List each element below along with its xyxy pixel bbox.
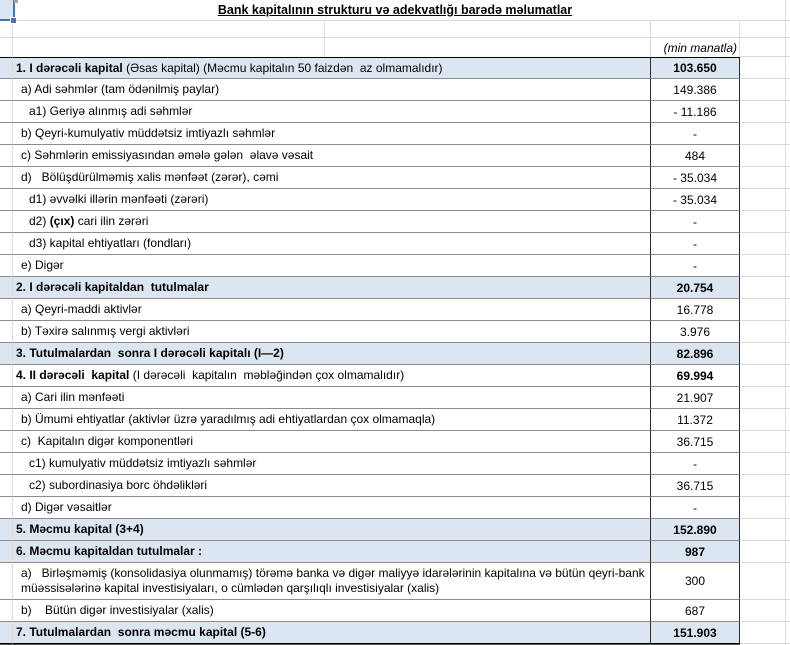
- row-margin-cell: [0, 299, 13, 321]
- row-6a-capital-investments-value-cell[interactable]: [651, 563, 740, 600]
- row-4d-other-funds-value: -: [693, 500, 697, 515]
- row-outside-margin: [740, 563, 790, 600]
- row-1d-retained-earnings-value: - 35.034: [672, 170, 718, 185]
- row-1d3-capital-reserves-value: -: [693, 236, 697, 251]
- row-margin-cell: [0, 409, 13, 431]
- row-1e-other: [0, 255, 790, 277]
- row-2-tier1-deductions-value-cell[interactable]: [651, 277, 740, 299]
- row-4b-general-reserves-label: b) Ümumi ehtiyatlar (aktivlər üzrə yaradılmış adi ehtiyatlardan çox olmamaqla): [21, 412, 436, 427]
- row-4d-other-funds: [0, 497, 790, 519]
- row-1b-noncumulative-preferred-shares-value-cell[interactable]: [651, 123, 740, 145]
- row-1d-retained-earnings-value-cell[interactable]: [651, 167, 740, 189]
- row-1-tier1-capital-value: 103.650: [673, 61, 717, 75]
- unit-note-row: [0, 38, 790, 57]
- row-1b-noncumulative-preferred-shares-value: -: [693, 126, 697, 141]
- row-1e-other-value: -: [693, 258, 697, 273]
- row-1a1-treasury-shares-label: a1) Geriyə alınmış adi səhmlər: [29, 104, 193, 119]
- row-6b-other-investments: [0, 600, 790, 622]
- row-6b-other-investments-value-cell[interactable]: [651, 600, 740, 622]
- row-4a-current-year-profit-label: a) Cari ilin mənfəəti: [21, 390, 125, 405]
- row-1-tier1-capital-label: 1. I dərəcəli kapital (Əsas kapital) (Məcmu kapitalın 50 faizdən az olmamalıdır): [16, 60, 443, 75]
- row-margin-cell: [0, 622, 13, 644]
- row-margin-cell: [0, 101, 13, 123]
- row-4-tier2-capital: [0, 365, 790, 387]
- row-2b-deferred-tax-assets-label-cell[interactable]: [13, 321, 651, 343]
- row-1a-ordinary-shares-value-cell[interactable]: [651, 79, 740, 101]
- row-margin-cell: [0, 277, 13, 299]
- row-1a1-treasury-shares-value: - 11.186: [673, 104, 717, 119]
- row-margin-cell: [0, 123, 13, 145]
- row-1d1-prior-years-profit: [0, 189, 790, 211]
- row-6-total-capital-deductions-value-cell[interactable]: [651, 541, 740, 563]
- row-outside-margin: [740, 123, 790, 145]
- row-1-tier1-capital-value-cell[interactable]: [651, 57, 740, 79]
- row-margin-cell: [0, 57, 13, 79]
- row-5-total-capital-value-cell[interactable]: [651, 519, 740, 541]
- row-1a-ordinary-shares-value: 149.386: [673, 82, 717, 97]
- row-2-tier1-deductions-value: 20.754: [676, 280, 714, 295]
- row-outside-margin: [740, 167, 790, 189]
- row-1d-retained-earnings-label-cell[interactable]: [13, 167, 651, 189]
- row-outside-margin: [740, 365, 790, 387]
- row-4c1-cumulative-preferred-shares-label: c1) kumulyativ müddətsiz imtiyazlı səhmlər: [29, 456, 257, 471]
- row-1d1-prior-years-profit-label-cell[interactable]: [13, 189, 651, 211]
- row-1-tier1-capital: [0, 57, 790, 79]
- empty-row: [0, 21, 790, 38]
- row-outside-margin: [740, 299, 790, 321]
- row-outside-margin: [740, 409, 790, 431]
- row-1c-share-premium-value-cell[interactable]: [651, 145, 740, 167]
- row-7-total-capital-after-deductions-value-cell[interactable]: [651, 622, 740, 644]
- row-margin-cell: [0, 563, 13, 600]
- row-2a-intangible-assets-label-cell[interactable]: [13, 299, 651, 321]
- row-4c-other-capital-components-value: 36.715: [676, 434, 714, 449]
- row-1a-ordinary-shares: [0, 79, 790, 101]
- row-margin-cell: [0, 145, 13, 167]
- row-1b-noncumulative-preferred-shares: [0, 123, 790, 145]
- row-4b-general-reserves-label-cell[interactable]: [13, 409, 651, 431]
- title-row[interactable]: [0, 0, 790, 21]
- row-1c-share-premium-value: 484: [684, 148, 706, 163]
- row-1a1-treasury-shares: [0, 101, 790, 123]
- row-margin-cell: [0, 233, 13, 255]
- row-4b-general-reserves: [0, 409, 790, 431]
- row-3-tier1-after-deductions-value-cell[interactable]: [651, 343, 740, 365]
- row-1d3-capital-reserves-label: d3) kapital ehtiyatları (fondları): [29, 236, 192, 251]
- row-outside-margin: [740, 79, 790, 101]
- row-outside-margin: [740, 189, 790, 211]
- row-6-total-capital-deductions: [0, 541, 790, 563]
- row-4c2-subordinated-debt-value-cell[interactable]: [651, 475, 740, 497]
- row-margin-cell: [0, 541, 13, 563]
- row-6a-capital-investments: [0, 563, 790, 600]
- row-outside-margin: [740, 101, 790, 123]
- row-1a-ordinary-shares-label: a) Adi səhmlər (tam ödənilmiş paylar): [21, 82, 220, 97]
- row-margin-cell: [0, 167, 13, 189]
- row-1a1-treasury-shares-value-cell[interactable]: [651, 101, 740, 123]
- row-4c-other-capital-components-value-cell[interactable]: [651, 431, 740, 453]
- row-4c2-subordinated-debt-label: c2) subordinasiya borc öhdəlikləri: [29, 478, 208, 493]
- row-2-tier1-deductions-label-cell[interactable]: [13, 277, 651, 299]
- row-2a-intangible-assets-label: a) Qeyri-maddi aktivlər: [21, 302, 142, 317]
- row-1e-other-label: e) Digər: [21, 258, 64, 273]
- row-outside-margin: [740, 343, 790, 365]
- row-2b-deferred-tax-assets-value: 3.976: [679, 324, 711, 339]
- row-1e-other-value-cell[interactable]: [651, 255, 740, 277]
- row-6a-capital-investments-label-cell[interactable]: [13, 563, 651, 600]
- row-outside-margin: [740, 541, 790, 563]
- row-2b-deferred-tax-assets: [0, 321, 790, 343]
- unit-note: (min manatla): [663, 40, 737, 55]
- cell-c2: [325, 21, 651, 38]
- row-1b-noncumulative-preferred-shares-label-cell[interactable]: [13, 123, 651, 145]
- row-1d2-current-year-loss-label: d2) (çıx) cari ilin zərəri: [29, 214, 149, 229]
- row-1c-share-premium-label: c) Səhmlərin emissiyasından əmələ gələn əlavə vəsait: [21, 148, 314, 163]
- row-4a-current-year-profit-label-cell[interactable]: [13, 387, 651, 409]
- row-4c1-cumulative-preferred-shares-value: -: [693, 456, 697, 471]
- row-outside-margin: [740, 453, 790, 475]
- row-3-tier1-after-deductions-value: 82.896: [676, 346, 714, 361]
- row-4-tier2-capital-value-cell[interactable]: [651, 365, 740, 387]
- row-1a-ordinary-shares-label-cell[interactable]: [13, 79, 651, 101]
- row-6-total-capital-deductions-label-cell[interactable]: [13, 541, 651, 563]
- row-5-total-capital: [0, 519, 790, 541]
- row-4-tier2-capital-label-cell[interactable]: [13, 365, 651, 387]
- row-4b-general-reserves-value-cell[interactable]: [651, 409, 740, 431]
- row-outside-margin: [740, 387, 790, 409]
- row-6b-other-investments-value: 687: [684, 603, 706, 618]
- row-margin-cell: [0, 79, 13, 101]
- cell-b2: [13, 21, 325, 38]
- row-6a-capital-investments-label: a) Birləşməmiş (konsolidasiya olunmamış) törəmə banka və digər maliyyə idarələrinin kapitalına və bütün qeyri-bank müəssisələrinə kapital investisiyaları, o cümlədən qarşılıqlı investisiyalar (xalis): [21, 566, 648, 595]
- row-1c-share-premium: [0, 145, 790, 167]
- row-margin-cell: [0, 321, 13, 343]
- row-outside-margin: [740, 57, 790, 79]
- worksheet-gridline: [785, 0, 786, 645]
- row-2-tier1-deductions: [0, 277, 790, 299]
- cell-d2: [651, 21, 740, 38]
- row-outside-margin: [740, 255, 790, 277]
- row-1d2-current-year-loss: [0, 211, 790, 233]
- row-1d2-current-year-loss-value: -: [693, 214, 697, 229]
- row-4d-other-funds-value-cell[interactable]: [651, 497, 740, 519]
- row-2a-intangible-assets-value: 16.778: [676, 302, 714, 317]
- margin-cell: [740, 21, 790, 38]
- row-4c2-subordinated-debt: [0, 475, 790, 497]
- row-4c-other-capital-components-label-cell[interactable]: [13, 431, 651, 453]
- row-4-tier2-capital-value: 69.994: [676, 368, 714, 383]
- row-7-total-capital-after-deductions: [0, 622, 790, 644]
- row-2a-intangible-assets-value-cell[interactable]: [651, 299, 740, 321]
- row-outside-margin: [740, 622, 790, 644]
- row-3-tier1-after-deductions-label-cell[interactable]: [13, 343, 651, 365]
- row-4d-other-funds-label: d) Digər vəsaitlər: [21, 500, 112, 515]
- row-1d3-capital-reserves-label-cell[interactable]: [13, 233, 651, 255]
- row-6b-other-investments-label: b) Bütün digər investisiyalar (xalis): [21, 603, 214, 618]
- row-outside-margin: [740, 600, 790, 622]
- row-outside-margin: [740, 519, 790, 541]
- row-margin-cell: [0, 475, 13, 497]
- row-outside-margin: [740, 497, 790, 519]
- row-margin-cell: [0, 497, 13, 519]
- row-1d3-capital-reserves: [0, 233, 790, 255]
- row-4c1-cumulative-preferred-shares-label-cell[interactable]: [13, 453, 651, 475]
- row-outside-margin: [740, 475, 790, 497]
- row-1d1-prior-years-profit-value-cell[interactable]: [651, 189, 740, 211]
- row-1c-share-premium-label-cell[interactable]: [13, 145, 651, 167]
- row-4c2-subordinated-debt-label-cell[interactable]: [13, 475, 651, 497]
- row-2-tier1-deductions-label: 2. I dərəcəli kapitaldan tutulmalar: [16, 280, 209, 295]
- row-7-total-capital-after-deductions-value: 151.903: [673, 625, 717, 640]
- cell-b3: [13, 38, 325, 57]
- row-2a-intangible-assets: [0, 299, 790, 321]
- selection-fill-handle[interactable]: [10, 17, 17, 24]
- row-margin-cell: [0, 189, 13, 211]
- row-4c-other-capital-components: [0, 431, 790, 453]
- row-4c1-cumulative-preferred-shares-value-cell[interactable]: [651, 453, 740, 475]
- row-1-tier1-capital-label-cell[interactable]: [13, 57, 651, 79]
- margin-cell: [740, 38, 790, 57]
- row-2b-deferred-tax-assets-value-cell[interactable]: [651, 321, 740, 343]
- row-4d-other-funds-label-cell[interactable]: [13, 497, 651, 519]
- row-5-total-capital-label: 5. Məcmu kapital (3+4): [16, 522, 144, 537]
- row-1d-retained-earnings-label: d) Bölüşdürülməmiş xalis mənfəət (zərər), cəmi: [21, 170, 279, 185]
- row-4b-general-reserves-value: 11.372: [677, 412, 713, 427]
- row-3-tier1-after-deductions: [0, 343, 790, 365]
- row-4c1-cumulative-preferred-shares: [0, 453, 790, 475]
- row-margin-cell: [0, 365, 13, 387]
- row-1d2-current-year-loss-value-cell[interactable]: [651, 211, 740, 233]
- row-outside-margin: [740, 321, 790, 343]
- row-6-total-capital-deductions-value: 987: [684, 544, 706, 559]
- row-4a-current-year-profit-value-cell[interactable]: [651, 387, 740, 409]
- row-outside-margin: [740, 145, 790, 167]
- row-margin-cell: [0, 600, 13, 622]
- row-7-total-capital-after-deductions-label-cell[interactable]: [13, 622, 651, 644]
- row-3-tier1-after-deductions-label: 3. Tutulmalardan sonra I dərəcəli kapitalı (I—2): [16, 346, 284, 361]
- row-4a-current-year-profit-value: 21.907: [676, 390, 714, 405]
- row-1d2-current-year-loss-label-cell[interactable]: [13, 211, 651, 233]
- row-outside-margin: [740, 277, 790, 299]
- cell-a3: [0, 38, 13, 57]
- row-6a-capital-investments-value: 300: [684, 574, 706, 588]
- row-7-total-capital-after-deductions-label: 7. Tutulmalardan sonra məcmu kapital (5-6): [16, 625, 266, 640]
- row-1a1-treasury-shares-label-cell[interactable]: [13, 101, 651, 123]
- row-4c-other-capital-components-label: c) Kapitalın digər komponentləri: [21, 434, 194, 449]
- unit-note-cell[interactable]: [651, 38, 740, 57]
- row-outside-margin: [740, 233, 790, 255]
- row-1e-other-label-cell[interactable]: [13, 255, 651, 277]
- row-2b-deferred-tax-assets-label: b) Təxirə salınmış vergi aktivləri: [21, 324, 190, 339]
- row-1b-noncumulative-preferred-shares-label: b) Qeyri-kumulyativ müddətsiz imtiyazlı səhmlər: [21, 126, 276, 141]
- row-margin-cell: [0, 255, 13, 277]
- capital-table: [0, 57, 790, 644]
- row-margin-cell: [0, 519, 13, 541]
- row-outside-margin: [740, 431, 790, 453]
- row-4a-current-year-profit: [0, 387, 790, 409]
- column-edge-marker: [14, 0, 18, 3]
- row-5-total-capital-value: 152.890: [673, 522, 717, 537]
- row-margin-cell: [0, 453, 13, 475]
- row-margin-cell: [0, 431, 13, 453]
- row-4-tier2-capital-label: 4. II dərəcəli kapital (I dərəcəli kapitalın məbləğindən çox olmamalıdır): [16, 368, 405, 383]
- row-5-total-capital-label-cell[interactable]: [13, 519, 651, 541]
- row-margin-cell: [0, 387, 13, 409]
- report-title: Bank kapitalının strukturu və adekvatlığı barədə məlumatlar: [217, 3, 573, 17]
- row-margin-cell: [0, 211, 13, 233]
- row-6-total-capital-deductions-label: 6. Məcmu kapitaldan tutulmalar :: [16, 544, 203, 559]
- cell-c3: [325, 38, 651, 57]
- row-margin-cell: [0, 343, 13, 365]
- row-6b-other-investments-label-cell[interactable]: [13, 600, 651, 622]
- row-outside-margin: [740, 211, 790, 233]
- row-4c2-subordinated-debt-value: 36.715: [676, 478, 714, 493]
- row-1d1-prior-years-profit-label: d1) əvvəlki illərin mənfəəti (zərəri): [29, 192, 209, 207]
- row-1d-retained-earnings: [0, 167, 790, 189]
- row-1d3-capital-reserves-value-cell[interactable]: [651, 233, 740, 255]
- row-1d1-prior-years-profit-value: - 35.034: [672, 192, 718, 207]
